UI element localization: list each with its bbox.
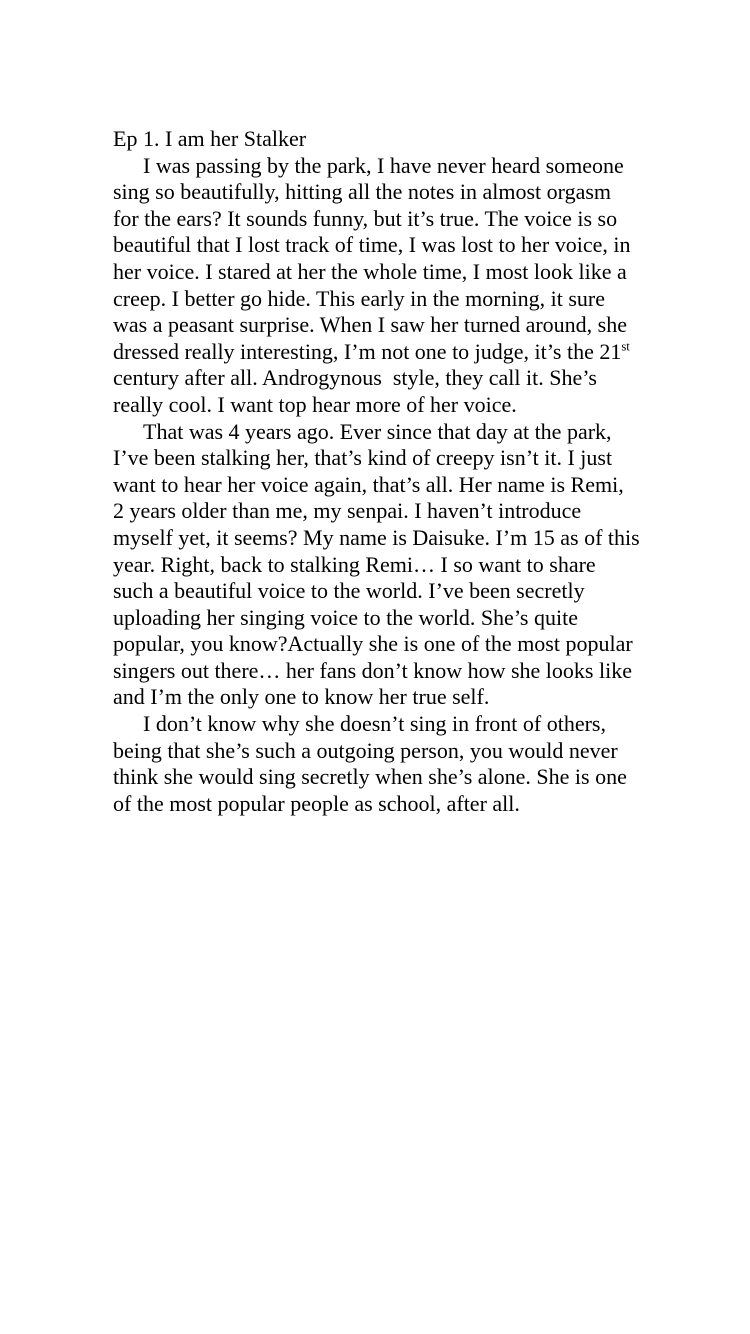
story-text-block	[113, 126, 646, 817]
story-paragraph: That was 4 years ago. Ever since that day at the park, I’ve been stalking her, that’s kind of creepy isn’t it. I just want to hear her voice again, that’s all. Her name is Remi, 2 years older than me, my senpai. I haven’t introduce myself yet, it seems? My name is Daisuke. I’m 15 as of this year. Right, back to stalking Remi… I so want to share such a beautiful voice to the world. I’ve been secretly uploading her singing voice to the world. She’s quite popular, you know?Actually she is one of the most popular singers out there… her fans don’t know how she looks like and I’m the only one to know her true self.	[113, 418, 646, 710]
paragraph-1-text-after-superscript: century after all. Androgynous style, they call it. She’s really cool. I want top hear more of her voice.	[113, 338, 636, 417]
paragraph-1-text-before-superscript: I was passing by the park, I have never heard someone sing so beautifully, hitting all the notes in almost orgasm for the ears? It sounds funny, but it’s true. The voice is so beautiful that I lost track of time, I was lost to her voice, in her voice. I stared at her the whole time, I most look like a creep. I better go hide. This early in the morning, it sure was a peasant surprise. When I saw her turned around, she dressed really interesting, I’m not one to judge, it’s the 21	[113, 152, 636, 364]
ordinal-superscript: st	[621, 339, 630, 354]
story-paragraph: I don’t know why she doesn’t sing in front of others, being that she’s such a outgoing person, you would never think she would sing secretly when she’s alone. She is one of the most popular people as school, after all.	[113, 711, 633, 816]
chapter-title: Ep 1. I am her Stalker	[113, 126, 307, 151]
story-paragraph	[113, 153, 640, 419]
